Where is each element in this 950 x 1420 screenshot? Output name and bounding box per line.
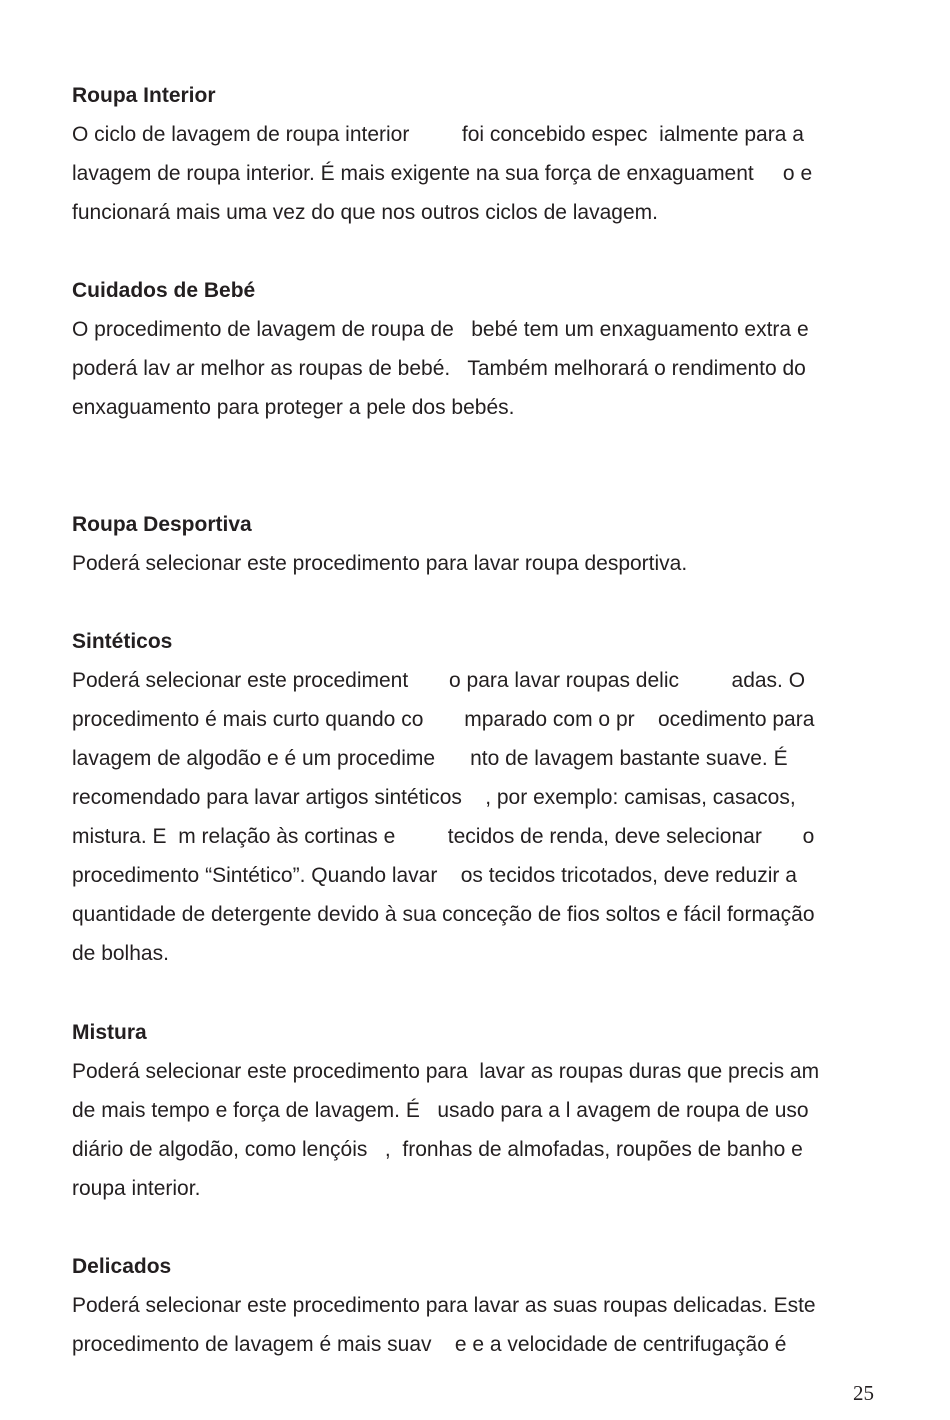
paragraph-line: O procedimento de lavagem de roupa de bebé tem um enxaguamento extra e [72, 318, 809, 341]
paragraph-line: procedimento de lavagem é mais suav e e a velocidade de centrifugação é [72, 1333, 787, 1356]
paragraph-line: mistura. E m relação às cortinas e tecidos de renda, deve selecionar o [72, 825, 815, 848]
section-mistura [72, 1013, 882, 1208]
paragraph-line: de mais tempo e força de lavagem. É usado para a l avagem de roupa de uso [72, 1099, 809, 1122]
paragraph-line: procedimento é mais curto quando co mparado com o pr ocedimento para [72, 708, 815, 731]
paragraph-line: recomendado para lavar artigos sintéticos , por exemplo: camisas, casacos, [72, 786, 796, 809]
paragraph-line: roupa interior. [72, 1177, 201, 1200]
paragraph-line: O ciclo de lavagem de roupa interior foi concebido espec ialmente para a [72, 123, 804, 146]
paragraph-line: funcionará mais uma vez do que nos outros ciclos de lavagem. [72, 201, 658, 224]
section-heading: Delicados [72, 1255, 172, 1278]
paragraph-line: enxaguamento para proteger a pele dos bebés. [72, 396, 515, 419]
paragraph-line: quantidade de detergente devido à sua conceção de fios soltos e fácil formação [72, 903, 815, 926]
section-heading: Cuidados de Bebé [72, 279, 256, 302]
paragraph-line: de bolhas. [72, 942, 169, 965]
paragraph-line: Poderá selecionar este procediment o para lavar roupas delic adas. O [72, 669, 806, 692]
paragraph-line: diário de algodão, como lençóis , fronhas de almofadas, roupões de banho e [72, 1138, 803, 1161]
section-roupa-desportiva [72, 505, 882, 583]
page-number: 25 [853, 1381, 874, 1405]
section-roupa-interior [72, 76, 882, 232]
paragraph-line: lavagem de roupa interior. É mais exigente na sua força de enxaguament o e [72, 162, 813, 185]
section-heading: Roupa Desportiva [72, 513, 252, 536]
section-cuidados-de-bebe [72, 271, 882, 427]
paragraph-line: Poderá selecionar este procedimento para lavar as roupas duras que precis am [72, 1060, 820, 1083]
paragraph-line: lavagem de algodão e é um procedime nto de lavagem bastante suave. É [72, 747, 788, 770]
paragraph-line: poderá lav ar melhor as roupas de bebé. Também melhorará o rendimento do [72, 357, 806, 380]
paragraph-line: procedimento “Sintético”. Quando lavar os tecidos tricotados, deve reduzir a [72, 864, 797, 887]
section-heading: Sintéticos [72, 630, 173, 653]
section-delicados [72, 1247, 882, 1364]
section-heading: Mistura [72, 1021, 147, 1044]
section-sinteticos [72, 622, 882, 973]
section-heading: Roupa Interior [72, 84, 216, 107]
paragraph-line: Poderá selecionar este procedimento para lavar as suas roupas delicadas. Este [72, 1294, 816, 1317]
paragraph-line: Poderá selecionar este procedimento para lavar roupa desportiva. [72, 552, 688, 575]
